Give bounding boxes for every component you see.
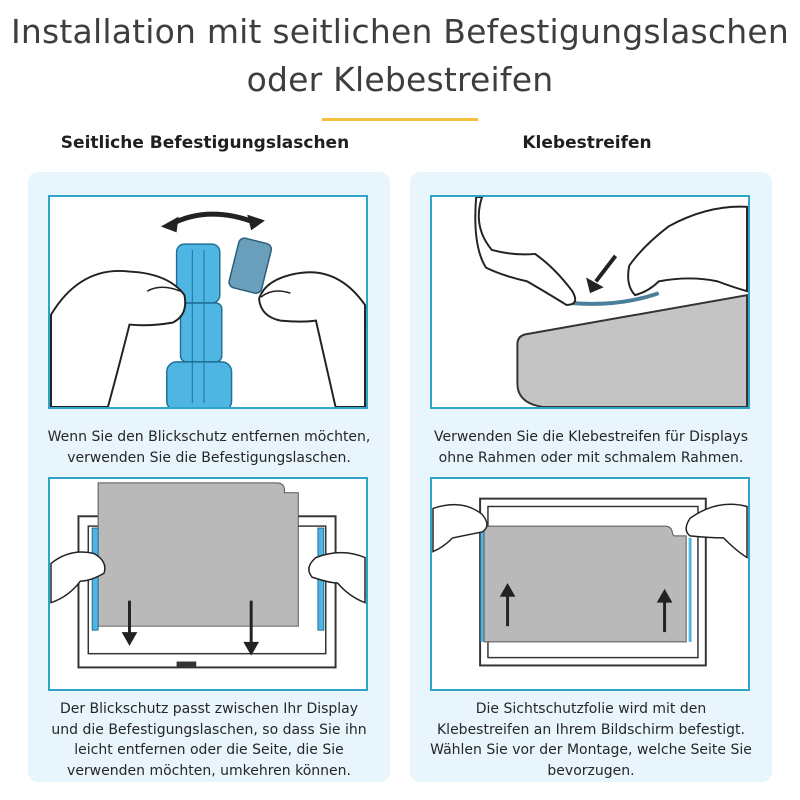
right-caption-1 <box>416 427 766 468</box>
caption-line: verwenden Sie die Befestigungslaschen. <box>67 449 351 466</box>
page-title-line-2: oder Klebestreifen <box>246 60 554 99</box>
right-caption-2 <box>416 699 766 781</box>
caption-line: Wenn Sie den Blickschutz entfernen möchten, <box>47 429 371 445</box>
caption-line: Die Sichtschutzfolie wird mit den <box>475 701 707 717</box>
double-arrow-icon <box>171 214 255 224</box>
tabs-removal-illustration <box>48 195 368 409</box>
left-hand <box>51 271 185 407</box>
right-panel <box>410 172 772 782</box>
tab-bottom <box>167 362 232 407</box>
title-underline <box>322 118 478 121</box>
right-column-heading: Klebestreifen <box>522 133 652 153</box>
left-caption-2 <box>34 699 384 781</box>
caption-line: verwenden möchten, umkehren können. <box>67 762 351 779</box>
arrow-down-icon <box>596 256 616 282</box>
laptop-screen <box>517 295 747 407</box>
left-column-heading: Seitliche Befestigungslaschen <box>60 133 350 153</box>
privacy-filter <box>484 526 686 642</box>
caption-line: bevorzugen. <box>547 762 635 779</box>
caption-line: Verwenden Sie die Klebestreifen für Displays <box>434 429 748 445</box>
caption-line: Der Blickschutz passt zwischen Ihr Display <box>59 701 359 717</box>
tabs-insert-illustration <box>48 477 368 691</box>
left-caption-1 <box>34 427 384 468</box>
caption-line: und die Befestigungslaschen, so dass Sie ihn <box>51 721 367 738</box>
adhesive-strip-image <box>432 197 748 407</box>
adhesive-strip <box>570 293 658 304</box>
caption-line: ohne Rahmen oder mit schmalem Rahmen. <box>438 449 744 466</box>
right-hand <box>628 207 747 295</box>
tab-middle <box>181 303 222 362</box>
adhesive-strip-illustration <box>430 195 750 409</box>
tab-detached <box>228 237 273 295</box>
adhesive-mount-illustration <box>430 477 750 691</box>
page-title-line-1: Installation mit seitlichen Befestigungslaschen <box>10 12 790 51</box>
adhesive-mount-image <box>432 479 748 689</box>
left-hand <box>433 505 487 552</box>
caption-line: Wählen Sie vor der Montage, welche Seite Sie <box>430 742 752 758</box>
left-panel <box>28 172 390 782</box>
caption-line: leicht entfernen oder die Seite, die Sie <box>74 742 344 758</box>
right-hand <box>259 272 365 407</box>
caption-line: Klebestreifen an Ihrem Bildschirm befestigt. <box>437 721 745 738</box>
page-title <box>0 8 800 104</box>
left-hand <box>475 197 575 305</box>
tabs-insert-image <box>50 479 366 689</box>
tabs-removal-image <box>50 197 366 407</box>
